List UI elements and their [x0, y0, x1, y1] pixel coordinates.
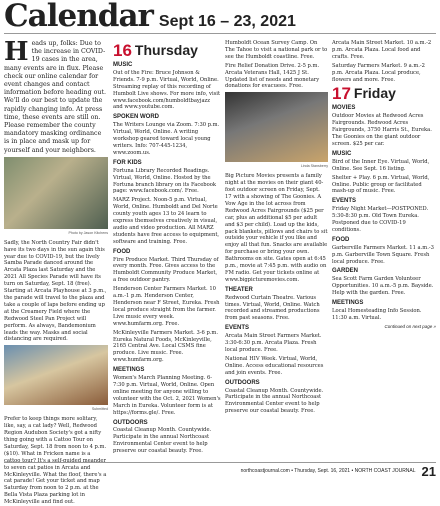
event-listing: Garberville Farmers Market. 11 a.m.-3 p.m. Garberville Town Square. Fresh local produce. Free.	[332, 244, 434, 265]
section-for-kids	[113, 160, 221, 246]
day-name: Thursday	[134, 42, 198, 58]
friday-column	[332, 40, 436, 452]
section-head: OUTDOORS	[113, 419, 148, 426]
section-head: MUSIC	[113, 62, 133, 68]
event-listing: Arcata Main Street Farmers Market. 3:30-6:30 p.m. Arcata Plaza. Fresh local produce. Free.	[225, 333, 322, 353]
event-listing: Shelter + Play. 6 p.m. Virtual, World, Online. Public group or facilitated mash-up of music. Free.	[332, 174, 430, 195]
event-listing: Out of the Fire: Bruce Johnson & Friends. 7-9 p.m. Virtual, World, Online. Streaming replay of this recording of Humbolt Live shows. For more info, visit www.facebook.com/humboldtbayjazz and www.youtube.com.	[113, 69, 221, 111]
photo3-credit: Linda Stansberry	[300, 164, 328, 169]
section-head: FOR KIDS	[113, 159, 142, 166]
cattoo-photo	[4, 345, 108, 405]
event-listing: Arcata Main Street Market. 10 a.m.-2 p.m. Arcata Plaza. Local food and crafts. Free.	[332, 40, 432, 60]
calendar-title: Calendar	[4, 0, 153, 34]
intro-column	[4, 37, 108, 506]
section-theater	[225, 287, 328, 323]
page-number: 21	[421, 463, 436, 479]
section-events	[225, 325, 328, 376]
cattoo-paragraph: Prefer to keep things more solitary, like, say, a cat lady? Well, Redwood Region Audubon Society's got a nifty thing going with a Cattoo Tour on Saturday, Sept. 18 from noon to 4 p.m. ($10). What in Fricken name is a cattoo tour? It's a self-guided meander to seven cat patios in Arcata and McKinleyville. What the floof, there's a cat parade! Get your ticket and map Saturday from noon to 2 p.m. at the Bella Vista Plaza parking lot in McKinleyville and find out.	[4, 416, 107, 506]
masthead	[4, 0, 296, 32]
photo2-credit: Submitted	[91, 407, 108, 412]
section-food	[332, 237, 436, 266]
section-meetings	[332, 300, 436, 322]
section-head: EVENTS	[225, 325, 250, 332]
event-listing: The Writers Lounge via Zoom. 7:30 p.m. Virtual, World, Online. A writing workshop geared toward local young writers. Info: 707-445-1234, www.zoom.us.	[113, 122, 220, 156]
section-music	[332, 151, 436, 195]
event-listing: Fire Produce Market. Third Thursday of every month. Free. Gives access to the Humboldt Community Produce Market, a free outdoor pantry.	[113, 256, 219, 284]
section-head: OUTDOORS	[225, 379, 260, 386]
section-head: MOVIES	[332, 105, 356, 112]
section-head: FOOD	[332, 236, 350, 243]
dropcap: H	[4, 37, 29, 67]
intro-text: eads up, folks: Due to the increase in COVID-19 cases in the area, many events are in flux. Please check our online calendar for event changes and contact information before heading out. We'll do our best to update the rapidly changing info. At press time, these events are still on. Please remember the county mandatory masking ordinance is in place and mask up for yourself and your neighbors.	[4, 40, 106, 154]
event-listing: Fire Relief Donation Drive. 2-5 p.m. Arcata Veterans Hall, 1425 J St. Updated list of needs and monetary donations for evacuees. Free.	[225, 62, 320, 90]
day-number: 16	[113, 41, 132, 60]
movie-paragraph: Big Picture Movies presents a family night at the movies on their giant 40-foot outdoor screen on Friday, Sept. 17 with a showing of The Goonies. A Vow Age in the lot across from Redwood Acres Fairgrounds ($25 per car, plus an additional $5 per adult and $3 per child). Load up the kids, pack blankets, pillows and chairs to sit outside your vehicle if you like and enjoy all that fun. Snacks are available for purchase or bring your own. Bathrooms on site. Gates open at 6:45 p.m., movie at 7:45 p.m. with audio on FM radio. Get your tickets online at www.bigpicturemovies.com.	[225, 173, 328, 283]
thursday-column	[113, 40, 221, 455]
event-listing: Coastal Cleanup Month. Countywide. Participate in the annual Northcoast Environmental Center event to help preserve our coastal beauty. Free.	[225, 387, 324, 415]
section-garden	[332, 268, 436, 297]
event-listing: Fortuna Library Recorded Readings. Virtual, World, Online. Hosted by the Fortuna branch library on its Facebook page: www.facebook.com/. Free.	[113, 167, 217, 195]
section-meetings	[113, 367, 221, 416]
section-head: SPOKEN WORD	[113, 114, 160, 121]
event-listing: Women's March Planning Meeting. 6-7:30 p.m. Virtual, World, Online. Open online meeting for anyone willing to volunteer with the Oct. 2, 2021 Women's March in Eureka. Volunteer form is at https://forms.gle/. Free.	[113, 375, 221, 416]
parade-photo	[4, 157, 108, 229]
event-listing: MARZ Project. Noon-5 p.m. Virtual, World, Online. Humboldt and Del Norte county youth ages 13 to 24 learn to express themselves creatively in visual, audio and video production. All MARZ students have free access to equipment, software and training. Free.	[113, 197, 220, 245]
section-events	[332, 198, 436, 234]
footer-text: northcoastjournal.com • Thursday, Sept. 16, 2021 • NORTH COAST JOURNAL	[240, 468, 416, 474]
page-footer	[4, 462, 436, 479]
section-head: MUSIC	[332, 150, 352, 157]
event-listing: Henderson Center Farmers Market. 10 a.m.-1 p.m. Henderson Center, Henderson near F Street, Eureka. Fresh local produce straight from the farmer. Live music every week. www.humfarm.org. Free.	[113, 286, 220, 327]
section-outdoors	[225, 380, 328, 416]
section-head: GARDEN	[332, 268, 359, 275]
section-head: MEETINGS	[113, 367, 145, 374]
section-music	[113, 62, 221, 111]
event-listing: Sea Scott Farm Garden Volunteer Opportunities. 10 a.m.-5 p.m. Bayside. Help with the garden. Free.	[332, 276, 434, 297]
day-heading-friday	[332, 85, 436, 102]
event-listing: Saturday Farmers Market. 9 a.m.-2 p.m. Arcata Plaza. Local produce, flowers and more. Free.	[332, 62, 425, 83]
day-heading-thursday	[113, 42, 221, 59]
day-name: Friday	[353, 85, 396, 102]
section-movies	[332, 105, 436, 147]
section-outdoors	[113, 420, 221, 456]
day-number: 17	[332, 84, 351, 104]
photo-credit: Photo by Jason Kitchens	[68, 230, 108, 235]
intro-paragraph	[4, 37, 108, 155]
parade-paragraph: Sadly, the North Country Fair didn't have its two days in the sun again this year due to COVID-19, but the lively Samba Parade danced around the Arcata Plaza last Saturday and the 2021 All Species Parade will have its turn on Saturday, Sept. 18 (free). Starting at Arcata Playhouse at 3 p.m., the parade will travel to the plaza and take a couple of laps before ending up at the Creamery Field where the Redwood Steel Pan Project will perform. As always, Bandemonium leads the way. Masks and social distancing are required.	[4, 239, 107, 343]
masthead-rule	[4, 33, 436, 34]
event-listing: National HIV Week. Virtual, World, Online. Access educational resources and join events. Free.	[225, 355, 324, 376]
section-head: EVENTS	[332, 198, 357, 205]
event-listing: Bird of the Inner Eye. Virtual, World, Online. See Sept. 16 listing.	[332, 158, 430, 172]
continued-note: Continued on next page »	[384, 323, 436, 329]
event-listing: McKinleyville Farmers Market. 3-6 p.m. Eureka Natural Foods, McKinleyville, 2165 Central Ave. Local CSMS fine produce. Live music. Free. www.humfarm.org.	[113, 329, 218, 364]
section-spoken-word	[113, 114, 221, 156]
section-head: FOOD	[113, 248, 131, 255]
movie-photo	[225, 92, 328, 162]
section-head: MEETINGS	[332, 300, 364, 307]
event-listing: Coastal Cleanup Month. Countywide. Participate in the annual Northcoast Environmental Center event to help preserve our coastal beauty. Free.	[113, 427, 212, 455]
event-listing: Humboldt Ocean Survey Camp. On The Tahoe to visit a national park or to see the Humboldt coastline. Free.	[225, 40, 328, 60]
event-listing: Friday Night Market—POSTPONED. 5:30-8:30 p.m. Old Town Eureka. Postponed due to COVID-19 conditions.	[332, 206, 429, 233]
section-head: THEATER	[225, 286, 253, 293]
date-range: Sept 16 – 23, 2021	[158, 13, 296, 30]
section-food	[113, 249, 221, 365]
event-listing: Local Homesteading Info Session. 11:30 a.m. Virtual.	[332, 308, 422, 321]
event-listing: Outdoor Movies at Redwood Acres Fairgrounds. Redwood Acres Fairgrounds, 3750 Harris St., Eureka. The Goonies on the giant outdoor screen. $25 per car.	[332, 113, 432, 147]
event-listing: Redwood Curtain Theatre. Various times. Virtual, World, Online. Watch recorded and streamed productions from past seasons. Free.	[225, 294, 320, 322]
friday-listings-column	[225, 40, 328, 452]
